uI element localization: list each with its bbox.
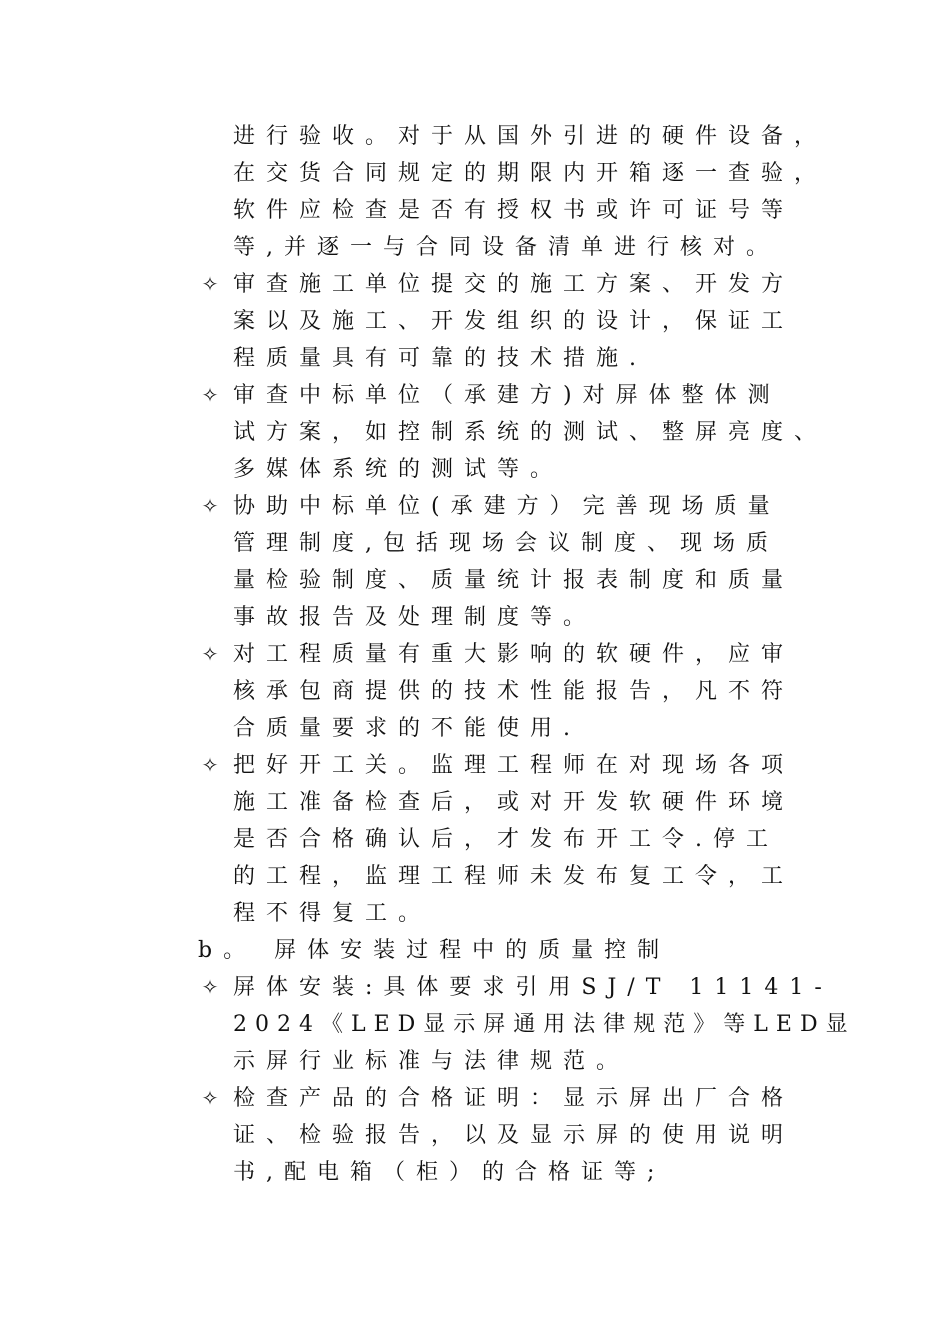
bullet-star-icon: ✧	[201, 753, 219, 777]
list-item-line: 案以及施工、开发组织的设计，保证工	[233, 309, 795, 334]
bullet-star-icon: ✧	[201, 642, 219, 666]
intro-line: 等,并逐一与合同设备清单进行核对。	[233, 235, 779, 260]
list-item-line: 核承包商提供的技术性能报告，凡不符	[233, 679, 795, 704]
section-heading: b。 屏体安装过程中的质量控制	[198, 938, 671, 963]
list-item-line: 书,配电箱（柜）的合格证等;	[233, 1160, 666, 1185]
list-item-line: 的工程，监理工程师未发布复工令，工	[233, 864, 795, 889]
list-item-line: 屏体安装:具体要求引用SJ/T 11141-	[233, 975, 833, 1000]
list-item-line: 是否合格确认后，才发布开工令.停工	[233, 827, 779, 852]
list-item-line: 协助中标单位(承建方）完善现场质量	[233, 494, 781, 519]
list-item-line: 2024《LED显示屏通用法律规范》等LED显	[233, 1012, 856, 1037]
list-item-line: 对工程质量有重大影响的软硬件，应审	[233, 642, 795, 667]
bullet-star-icon: ✧	[201, 494, 219, 518]
list-item-line: 把好开工关。监理工程师在对现场各项	[233, 753, 795, 778]
list-item-line: 施工准备检查后，或对开发软硬件环境	[233, 790, 795, 815]
list-item-line: 审查施工单位提交的施工方案、开发方	[233, 272, 795, 297]
list-item-line: 检查产品的合格证明：显示屏出厂合格	[233, 1086, 795, 1111]
list-item-line: 示屏行业标准与法律规范。	[233, 1049, 630, 1074]
bullet-star-icon: ✧	[201, 383, 219, 407]
list-item-line: 程质量具有可靠的技术措施.	[233, 346, 647, 371]
bullet-star-icon: ✧	[201, 1086, 219, 1110]
list-item-line: 多媒体系统的测试等。	[233, 457, 564, 482]
bullet-star-icon: ✧	[201, 272, 219, 296]
list-item-line: 事故报告及处理制度等。	[233, 605, 597, 630]
list-item-line: 量检验制度、质量统计报表制度和质量	[233, 568, 795, 593]
list-item-line: 管理制度,包括现场会议制度、现场质	[233, 531, 779, 556]
intro-line: 进行验收。对于从国外引进的硬件设备，	[233, 124, 828, 149]
list-item-line: 程不得复工。	[233, 901, 432, 926]
list-item-line: 试方案，如控制系统的测试、整屏亮度、	[233, 420, 828, 445]
list-item-line: 证、检验报告，以及显示屏的使用说明	[233, 1123, 795, 1148]
intro-line: 在交货合同规定的期限内开箱逐一查验，	[233, 161, 828, 186]
intro-line: 软件应检查是否有授权书或许可证号等	[233, 198, 795, 223]
list-item-line: 合质量要求的不能使用.	[233, 716, 581, 741]
bullet-star-icon: ✧	[201, 975, 219, 999]
list-item-line: 审查中标单位（承建方)对屏体整体测	[233, 383, 781, 408]
